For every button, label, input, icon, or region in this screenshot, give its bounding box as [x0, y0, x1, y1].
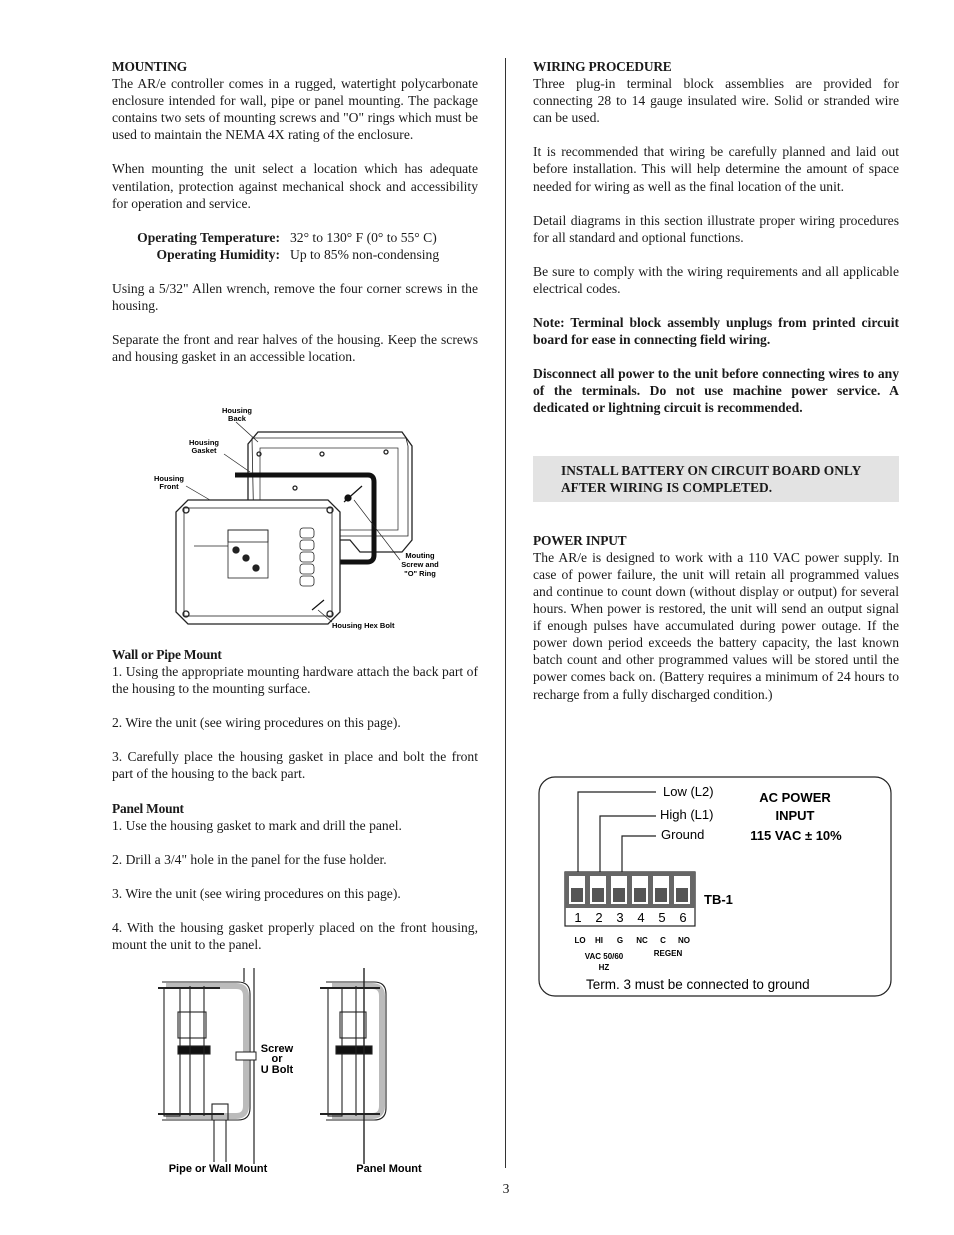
- hz-label: HZ: [598, 963, 610, 972]
- vac-label: VAC 50/60: [584, 952, 624, 961]
- power-input-paragraph: The AR/e is designed to work with a 110 VAC power supply. In case of power failure, the unit will retain all programmed values and continue to count down (without display or output) for several hours. When power is restored, the unit will send an output signal if enough pulses have accumulated during power outage. If the power down period exceeds the battery capacity, the last known batch count and other programmed values will be stored until the power comes back on. (Battery requires a minimum of 24 hours to recharge from a fully discharged condition.): [533, 549, 899, 702]
- page-number: 3: [502, 1181, 510, 1196]
- housing-exploded-diagram: [140, 400, 470, 635]
- wall-mount-step-1: 1. Using the appropriate mounting hardware attach the back part of the housing to the mounting surface.: [112, 664, 478, 697]
- label-housing-hex-bolt: Housing Hex Bolt: [332, 621, 395, 630]
- left-column: [112, 58, 478, 382]
- caption-panel-mount: Panel Mount: [356, 1163, 422, 1175]
- ac-power-title: INPUT: [775, 808, 815, 823]
- label-mounting-screw: "O" Ring: [404, 569, 436, 578]
- wiring-note: Note: Terminal block assembly unplugs from printed circuit board for ease in connecting field wiring.: [533, 315, 899, 348]
- terminal-code: G: [616, 936, 624, 945]
- ac-power-voltage: 115 VAC ± 10%: [750, 828, 842, 843]
- tb1-label: TB-1: [704, 892, 733, 907]
- screw-ubolt-label: Screw: [260, 1043, 294, 1055]
- spec-value: 32° to 130° F (0° to 55° C): [290, 229, 437, 245]
- operating-specs: [112, 229, 478, 263]
- wall-mount-step-3: 3. Carefully place the housing gasket in place and bolt the front part of the housing to the back part.: [112, 749, 478, 782]
- mounting-heading: MOUNTING: [112, 59, 188, 74]
- panel-mount-step-2: 2. Drill a 3/4" hole in the panel for the fuse holder.: [112, 851, 387, 867]
- label-mounting-screw: Mouting: [405, 551, 435, 560]
- terminal-code: NC: [636, 936, 648, 945]
- power-input-heading: POWER INPUT: [533, 532, 627, 548]
- terminal-number: 6: [679, 910, 687, 925]
- wiring-paragraph-1: Three plug-in terminal block assemblies are provided for connecting 28 to 14 gauge insulated wire. Solid or stranded wire can be used.: [533, 76, 899, 126]
- right-column: [533, 58, 899, 720]
- panel-mount-heading: Panel Mount: [112, 800, 184, 816]
- wall-mount-heading: Wall or Pipe Mount: [112, 647, 222, 662]
- terminal-number: 1: [574, 910, 582, 925]
- panel-mount-step-3: 3. Wire the unit (see wiring procedures on this page).: [112, 885, 401, 901]
- pipe-wall-mount-enclosure: [158, 982, 250, 1162]
- terminal-block-tb1: [565, 872, 695, 926]
- terminal-number: 4: [637, 910, 645, 925]
- wiring-heading: WIRING PROCEDURE: [533, 59, 672, 74]
- wiring-warning: Disconnect all power to the unit before connecting wires to any of the terminals. Do not use machine power service. A dedicated or lightning circuit is recommended.: [533, 366, 899, 416]
- label-mounting-screw: Screw and: [401, 560, 439, 569]
- terminal-code: NO: [678, 936, 690, 945]
- screw-ubolt-label: U Bolt: [260, 1064, 294, 1076]
- spec-label: Operating Temperature:: [137, 229, 280, 245]
- mounting-paragraph-2: When mounting the unit select a location which has adequate ventilation, protection against mechanical shock and accessibility for operation and service.: [112, 161, 478, 211]
- label-housing-gasket: Housing: [189, 438, 219, 447]
- terminal-number: 2: [595, 910, 603, 925]
- wall-mount-step-2: 2. Wire the unit (see wiring procedures on this page).: [112, 715, 401, 731]
- panel-mount-step-4: 4. With the housing gasket properly placed on the front housing, mount the unit to the panel.: [112, 919, 478, 953]
- label-housing-front: Front: [159, 482, 179, 491]
- wire-label-low: Low (L2): [663, 784, 714, 799]
- wire-label-ground: Ground: [661, 827, 705, 842]
- terminal-number: 5: [658, 910, 666, 925]
- caption-pipe-wall-mount: Pipe or Wall Mount: [168, 1163, 268, 1175]
- label-housing-back: Housing: [222, 406, 252, 415]
- terminal-code: LO: [574, 936, 586, 945]
- wiring-paragraph-3: Detail diagrams in this section illustrate proper wiring procedures for all standard and optional functions.: [533, 212, 899, 245]
- screw-ubolt-label: or: [271, 1053, 283, 1065]
- ground-note: Term. 3 must be connected to ground: [586, 977, 810, 992]
- terminal-number: 3: [616, 910, 624, 925]
- spec-value: Up to 85% non-condensing: [290, 246, 440, 262]
- label-housing-back: Back: [228, 414, 246, 423]
- spec-label: Operating Humidity:: [156, 246, 280, 262]
- power-input-terminal-diagram: [538, 776, 892, 998]
- mounting-paragraph-3: Using a 5/32" Allen wrench, remove the four corner screws in the housing.: [112, 280, 478, 314]
- terminal-code: C: [660, 936, 666, 945]
- wire-label-high: High (L1): [660, 807, 714, 822]
- panel-mount-step-1: 1. Use the housing gasket to mark and drill the panel.: [112, 817, 402, 833]
- battery-callout: [533, 456, 899, 502]
- wiring-paragraph-2: It is recommended that wiring be carefully planned and laid out before installation. This will help determine the amount of space needed for wiring as well as the final location of the unit.: [533, 144, 899, 194]
- callout-line-2: AFTER WIRING IS COMPLETED.: [561, 479, 773, 495]
- mounting-paragraph-1: The AR/e controller comes in a rugged, watertight polycarbonate enclosure intended for wall, pipe or panel mounting. The package contains two sets of mounting screws and "O" rings which must be used to maintain the NEMA 4X rating of the enclosure.: [112, 76, 478, 143]
- column-divider: [505, 58, 506, 1168]
- label-housing-gasket: Gasket: [191, 446, 217, 455]
- terminal-code: HI: [595, 936, 603, 945]
- panel-mount-enclosure: [320, 968, 386, 1164]
- callout-line-1: INSTALL BATTERY ON CIRCUIT BOARD ONLY: [561, 462, 862, 478]
- mounting-paragraph-4: Separate the front and rear halves of the housing. Keep the screws and housing gasket in an accessible location.: [112, 332, 478, 365]
- label-housing-front: Housing: [154, 474, 184, 483]
- wiring-paragraph-4: Be sure to comply with the wiring requirements and all applicable electrical codes.: [533, 263, 899, 296]
- housing-front-shape: [176, 500, 340, 624]
- left-column-lower: [112, 646, 478, 970]
- mounting-side-views-diagram: [150, 966, 450, 1181]
- regen-label: REGEN: [653, 949, 683, 958]
- ac-power-title: AC POWER: [759, 790, 831, 805]
